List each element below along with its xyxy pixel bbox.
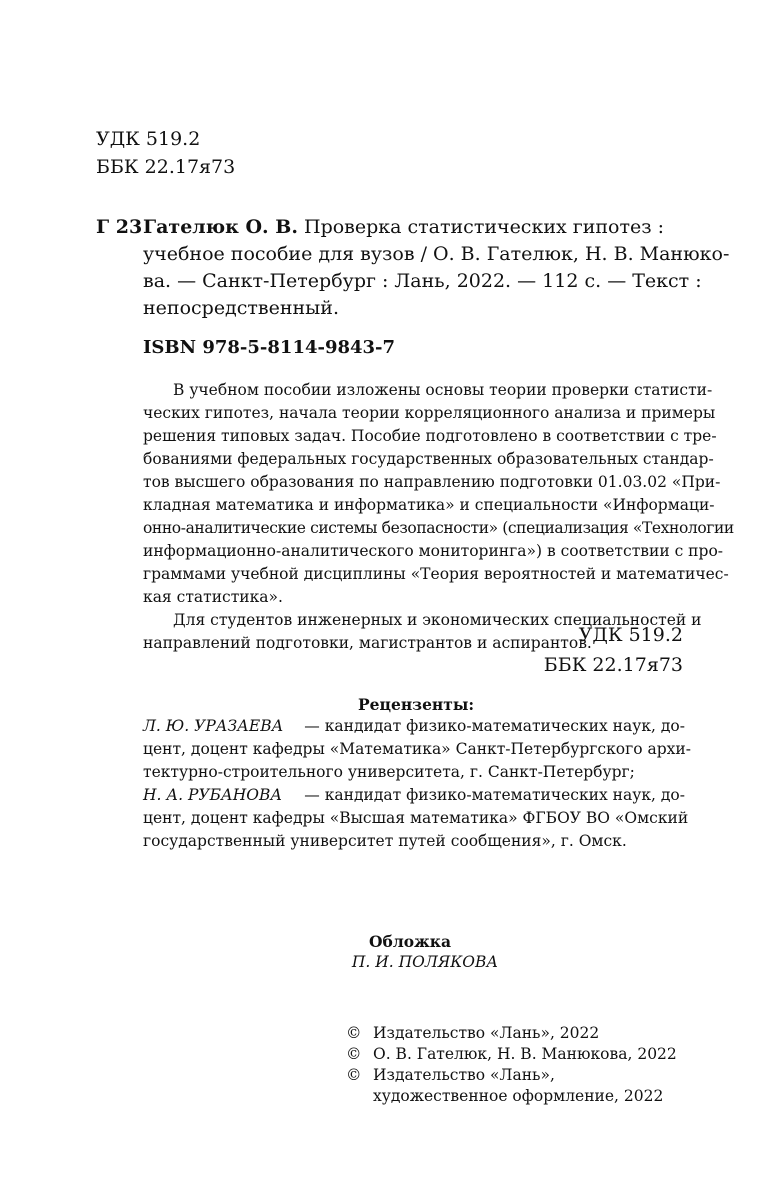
bbk-code-top: ББК 22.17я73 — [96, 156, 236, 178]
abstract-line: Для студентов инженерных и экономических специальностей и — [173, 611, 702, 629]
copyright-symbol: © — [346, 1045, 362, 1063]
udk-code-top: УДК 519.2 — [96, 128, 201, 150]
abstract-line: В учебном пособии изложены основы теории проверки статисти- — [173, 381, 713, 399]
copyright-line-1: Издательство «Лань», 2022 — [373, 1024, 600, 1042]
copyright-line-4: художественное оформление, 2022 — [373, 1087, 664, 1105]
abstract-line: направлений подготовки, магистрантов и аспирантов. — [143, 634, 592, 652]
copyright-symbol: © — [346, 1024, 362, 1042]
reviewer-1-line-2: цент, доцент кафедры «Математика» Санкт-Петербургского архи- — [143, 740, 691, 758]
reviewer-1-line-3: тектурно-строительного университета, г. Санкт-Петербург; — [143, 763, 635, 781]
author-mark: Г 23 — [96, 216, 143, 238]
abstract-line: бованиями федеральных государственных образовательных стандар- — [143, 450, 714, 468]
copyright-line-2: О. В. Гателюк, Н. В. Манюкова, 2022 — [373, 1045, 677, 1063]
abstract-line: граммами учебной дисциплины «Теория вероятностей и математичес- — [143, 565, 729, 583]
abstract-line: онно-аналитические системы безопасности» (специализация «Технологии — [143, 519, 734, 537]
cover-credit — [300, 932, 520, 972]
author-name: Гателюк О. В. — [143, 216, 298, 238]
copyright-symbol: © — [346, 1066, 362, 1084]
abstract-line: информационно-аналитического мониторинга») в соответствии с про- — [143, 542, 724, 560]
reviewer-1-line-1: Л. Ю. УРАЗАЕВА — кандидат физико-математических наук, до- — [143, 717, 685, 735]
reviewer-2-line-3: государственный университет путей сообщения», г. Омск. — [143, 832, 627, 850]
abstract-line: кая статистика». — [143, 588, 283, 606]
reviewers-heading: Рецензенты: — [358, 695, 475, 714]
isbn: ISBN 978-5-8114-9843-7 — [143, 337, 396, 358]
bib-line-1 — [143, 216, 685, 238]
copyright-line-3: Издательство «Лань», — [373, 1066, 555, 1084]
reviewer-1-name: Л. Ю. УРАЗАЕВА — [143, 717, 284, 735]
reviewer-2-name: Н. А. РУБАНОВА — [143, 786, 283, 804]
bib-line-2: учебное пособие для вузов / О. В. Гателюк, Н. В. Манюко- — [143, 243, 730, 265]
udk-code-bottom: УДК 519.2 — [578, 624, 683, 646]
abstract-line: решения типовых задач. Пособие подготовлено в соответствии с тре- — [143, 427, 717, 445]
book-title: Проверка статистических гипотез : — [304, 216, 665, 238]
bib-line-3: ва. — Санкт-Петербург : Лань, 2022. — 112 с. — Текст : — [143, 270, 702, 292]
bbk-code-bottom: ББК 22.17я73 — [543, 654, 683, 676]
cover-designer-name: П. И. ПОЛЯКОВА — [351, 953, 499, 971]
abstract-line: ческих гипотез, начала теории корреляционного анализа и примеры — [143, 404, 716, 422]
abstract-line: кладная математика и информатика» и специальности «Информаци- — [143, 496, 715, 514]
abstract-line: тов высшего образования по направлению подготовки 01.03.02 «При- — [143, 473, 721, 491]
reviewer-2-line-1: Н. А. РУБАНОВА — кандидат физико-математических наук, до- — [143, 786, 685, 804]
reviewer-2-line-2: цент, доцент кафедры «Высшая математика» ФГБОУ ВО «Омский — [143, 809, 689, 827]
bib-line-4: непосредственный. — [143, 297, 340, 319]
cover-heading: Обложка — [369, 932, 451, 951]
